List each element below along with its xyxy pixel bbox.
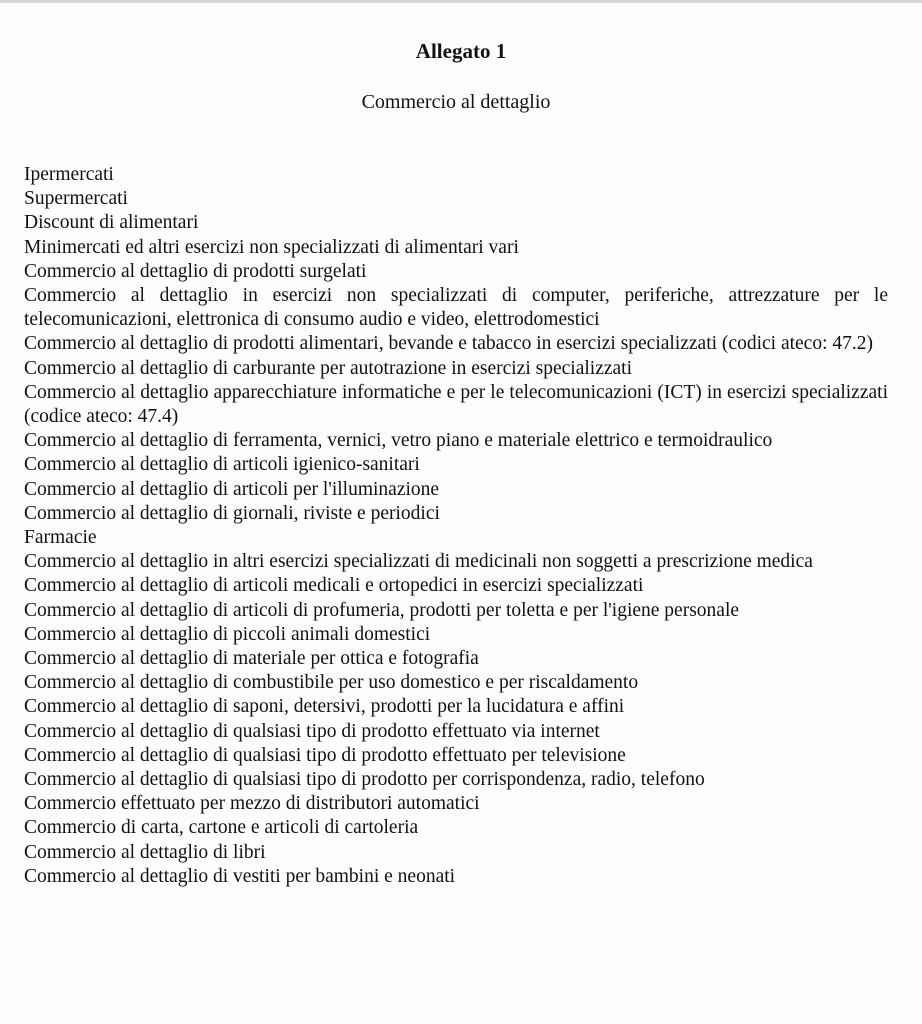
- page-top-edge: [0, 0, 922, 3]
- list-item: Commercio al dettaglio di libri: [24, 841, 266, 863]
- list-item: Commercio al dettaglio in altri esercizi specializzati di medicinali non soggetti a prescrizione medica: [24, 551, 813, 573]
- document-title: Allegato 1: [415, 39, 507, 63]
- list-item: Commercio di carta, cartone e articoli di cartoleria: [24, 817, 419, 839]
- list-item: Farmacie: [24, 527, 97, 549]
- list-item: Commercio al dettaglio di ferramenta, vernici, vetro piano e materiale elettrico e termoidraulico: [24, 430, 773, 452]
- list-item: Commercio al dettaglio di prodotti alimentari, bevande e tabacco in esercizi specializzati (codici ateco: 47.2): [24, 333, 873, 355]
- list-item: Commercio al dettaglio di combustibile per uso domestico e per riscaldamento: [24, 672, 639, 694]
- list-item: Discount di alimentari: [24, 212, 199, 234]
- list-item: Commercio al dettaglio di qualsiasi tipo di prodotto effettuato via internet: [24, 720, 600, 742]
- list-item: Ipermercati: [24, 164, 114, 185]
- document-subtitle: Commercio al dettaglio: [361, 91, 551, 113]
- list-item: Commercio al dettaglio di articoli per l'illuminazione: [24, 478, 440, 500]
- list-item: Supermercati: [24, 188, 128, 210]
- list-item: Commercio al dettaglio di materiale per ottica e fotografia: [24, 648, 479, 670]
- list-item: Commercio al dettaglio di piccoli animali domestici: [24, 623, 431, 645]
- list-item: Commercio al dettaglio di giornali, riviste e periodici: [24, 502, 440, 524]
- list-item: Commercio al dettaglio di articoli di profumeria, prodotti per toletta e per l'igiene personale: [24, 599, 740, 621]
- list-item: Commercio al dettaglio di saponi, detersivi, prodotti per la lucidatura e affini: [24, 696, 625, 718]
- list-item: Commercio al dettaglio di vestiti per bambini e neonati: [24, 865, 456, 887]
- activity-list: [24, 163, 888, 889]
- list-item: Commercio al dettaglio in esercizi non specializzati di computer, periferiche, attrezzature per le telecomunicazioni, elettronica di consumo audio e video, elettrodomestici: [24, 285, 888, 331]
- list-item: Commercio al dettaglio di articoli medicali e ortopedici in esercizi specializzati: [24, 575, 644, 597]
- list-item: Minimercati ed altri esercizi non specializzati di alimentari vari: [24, 236, 519, 258]
- list-item: Commercio al dettaglio di carburante per autotrazione in esercizi specializzati: [24, 357, 633, 379]
- list-item: Commercio al dettaglio di qualsiasi tipo di prodotto per corrispondenza, radio, telefono: [24, 769, 705, 791]
- list-item: Commercio al dettaglio apparecchiature informatiche e per le telecomunicazioni (ICT) in esercizi specializzati (codice ateco: 47.4): [24, 381, 888, 428]
- list-item: Commercio al dettaglio di articoli igienico-sanitari: [24, 454, 420, 476]
- list-item: Commercio effettuato per mezzo di distributori automatici: [24, 793, 480, 815]
- list-item: Commercio al dettaglio di prodotti surgelati: [24, 260, 367, 282]
- list-item: Commercio al dettaglio di qualsiasi tipo di prodotto effettuato per televisione: [24, 744, 626, 766]
